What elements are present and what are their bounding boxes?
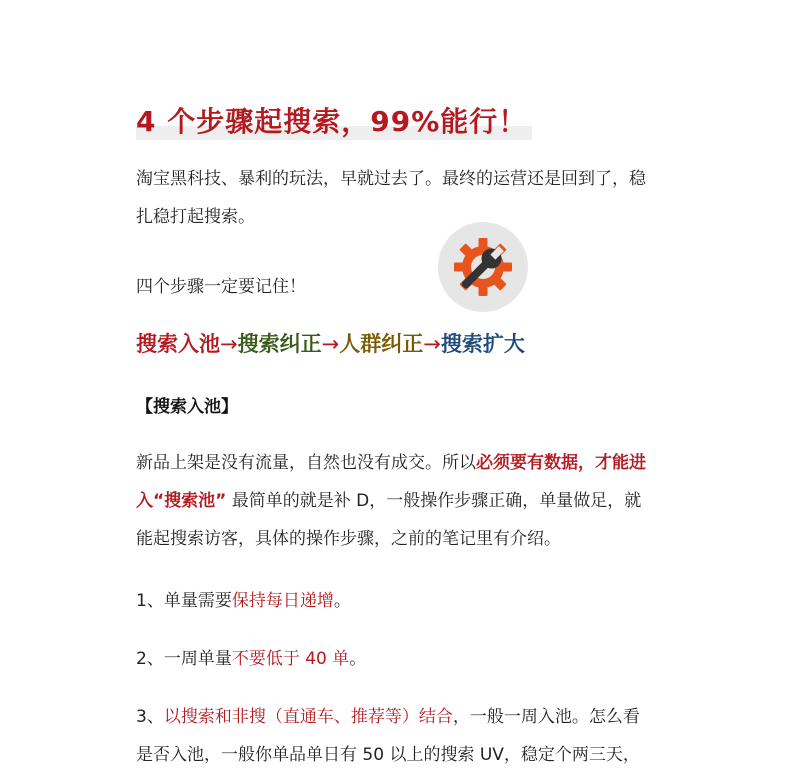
page-title: 4 个步骤起搜索，99%能行！: [136, 105, 528, 138]
intro-line-1: 淘宝黑科技、暴利的玩法，早就过去了。最终的运营还是回到了，稳: [136, 169, 646, 189]
item1-prefix: 1、单量需要: [136, 591, 232, 611]
title-block: [136, 100, 527, 140]
list-item-1: [136, 582, 666, 620]
step-1: 搜索入池: [136, 332, 220, 356]
para1-highlight-b: 必须要有数据，才能进: [476, 453, 646, 473]
para1-text-d: 最简单的就是补 D，一般操作步骤正确，单量做足，就: [231, 491, 642, 511]
item1-suffix: 。: [333, 591, 351, 611]
arrow-3: →: [423, 332, 441, 356]
list-item-3: [136, 698, 666, 774]
steps-line: [136, 328, 525, 358]
remember-text: 四个步骤一定要记住！: [136, 277, 306, 297]
wrench-gear-icon: [438, 222, 528, 312]
item2-suffix: 。: [349, 649, 367, 669]
item2-prefix: 2、一周单量: [136, 649, 232, 669]
arrow-2: →: [321, 332, 340, 356]
step-2: 搜索纠正: [237, 332, 322, 356]
intro-paragraph: [136, 160, 666, 236]
step-4: 搜索扩大: [440, 332, 525, 356]
item3-prefix: 3、: [136, 707, 164, 727]
body-paragraph-1: [136, 444, 666, 558]
para1-text-e: 能起搜索访客，具体的操作步骤，之前的笔记里有介绍。: [136, 529, 561, 549]
item3-line-2: 是否入池，一般你单品单日有 50 以上的搜索 UV，稳定个两三天，: [136, 745, 640, 765]
item3-suffix: ，一般一周入池。怎么看: [452, 707, 640, 727]
item1-highlight: 保持每日递增: [231, 591, 334, 611]
section-heading: 【搜索入池】: [136, 397, 238, 417]
item2-highlight: 不要低于 40 单: [231, 649, 350, 669]
intro-line-2: 扎稳打起搜索。: [136, 207, 255, 227]
wrench-gear-svg: [438, 222, 528, 312]
para1-text-a: 新品上架是没有流量，自然也没有成交。所以: [136, 453, 476, 473]
list-item-2: [136, 640, 666, 678]
step-3: 人群纠正: [339, 332, 424, 356]
item3-highlight: 以搜索和非搜（直通车、推荐等）结合: [163, 707, 453, 727]
para1-highlight-c: 入“搜索池”: [136, 491, 227, 511]
arrow-1: →: [220, 332, 238, 356]
